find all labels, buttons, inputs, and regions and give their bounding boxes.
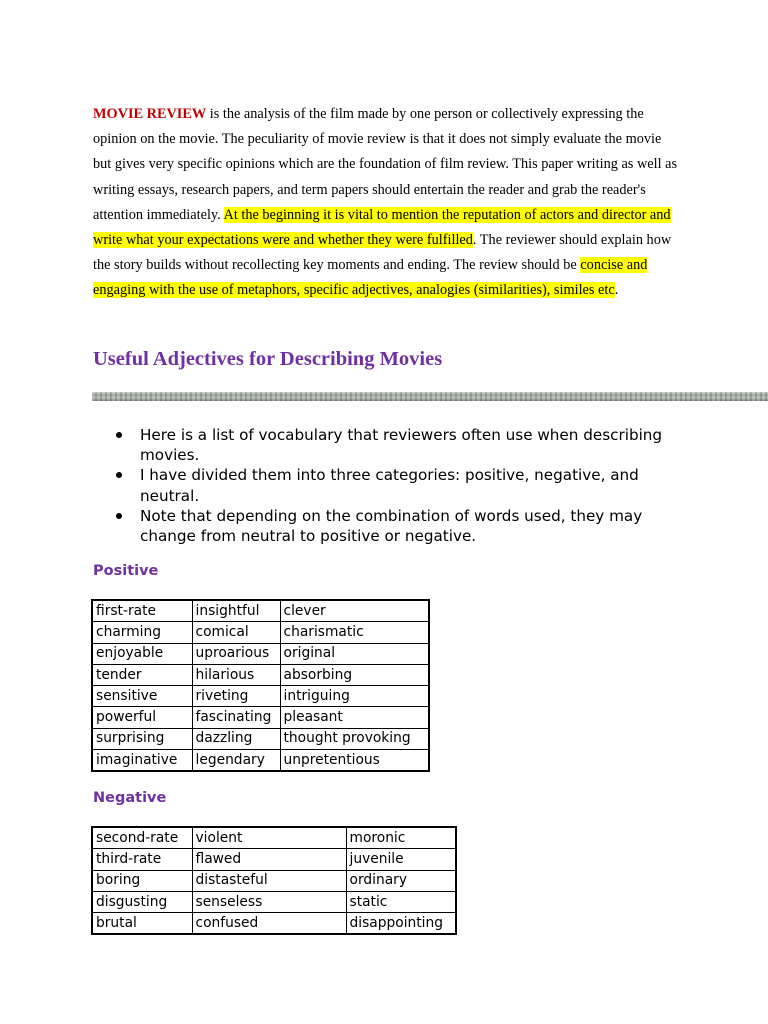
negative-word-cell: distasteful <box>192 870 346 891</box>
positive-word-row <box>92 600 429 622</box>
highlighted-text-1: At the beginning it is vital to mention the reputation of actors and director and write what your expectations were and whether they were fulfilled <box>93 206 671 249</box>
intro-text-2: . The reviewer should explain how the story builds without recollecting key moments and ending. The review should be <box>93 232 672 274</box>
negative-word-cell: senseless <box>192 891 346 912</box>
bullet-list <box>116 425 686 546</box>
positive-word-cell: tender <box>92 664 192 685</box>
positive-word-cell: first-rate <box>92 600 192 622</box>
positive-word-cell: original <box>280 643 429 664</box>
positive-table <box>91 599 430 772</box>
bullet-text: Note that depending on the combination of words used, they may change from neutral to positive or negative. <box>140 506 643 546</box>
positive-word-cell: pleasant <box>280 707 429 728</box>
negative-word-cell: juvenile <box>346 849 456 870</box>
bullet-icon <box>116 432 122 438</box>
bullet-text: Here is a list of vocabulary that reviewers often use when describing movies. <box>140 426 663 465</box>
positive-word-cell: thought provoking <box>280 728 429 749</box>
negative-word-cell: boring <box>92 870 192 891</box>
negative-word-cell: moronic <box>346 827 456 849</box>
section-heading: Useful Adjectives for Describing Movies <box>93 348 443 370</box>
negative-word-cell: violent <box>192 827 346 849</box>
bullet-item <box>116 506 686 546</box>
positive-word-cell: charming <box>92 622 192 643</box>
positive-word-cell: insightful <box>192 600 280 622</box>
negative-word-cell: flawed <box>192 849 346 870</box>
negative-word-cell: ordinary <box>346 870 456 891</box>
positive-word-cell: intriguing <box>280 686 429 707</box>
negative-word-cell: static <box>346 891 456 912</box>
positive-word-cell: sensitive <box>92 686 192 707</box>
positive-word-row <box>92 643 429 664</box>
positive-heading: Positive <box>93 563 159 579</box>
positive-word-cell: surprising <box>92 728 192 749</box>
highlighted-text-2: concise and engaging with the use of metaphors, specific adjectives, analogies (similarities), similes etc <box>93 257 648 299</box>
positive-word-row <box>92 728 429 749</box>
negative-word-row <box>92 913 456 935</box>
negative-word-cell: third-rate <box>92 849 192 870</box>
intro-text-1: is the analysis of the film made by one person or collectively expressing the opinion on the movie. The peculiarity of movie review is that it does not simply evaluate the movie but gives very specific opinions which are the foundation of film review. This paper writing as well as writing essays, research papers, and term papers should entertain the reader and grab the reader's attention immediately. <box>93 106 678 223</box>
positive-word-row <box>92 686 429 707</box>
positive-word-cell: dazzling <box>192 728 280 749</box>
movie-review-term: MOVIE REVIEW <box>93 106 207 122</box>
negative-word-row <box>92 827 456 849</box>
positive-word-row <box>92 707 429 728</box>
bullet-item <box>116 465 686 505</box>
negative-word-row <box>92 870 456 891</box>
positive-word-cell: hilarious <box>192 664 280 685</box>
positive-word-cell: unpretentious <box>280 750 429 772</box>
positive-word-cell: absorbing <box>280 664 429 685</box>
positive-word-cell: enjoyable <box>92 643 192 664</box>
decorative-divider <box>92 392 768 401</box>
negative-word-cell: disgusting <box>92 891 192 912</box>
negative-word-row <box>92 849 456 870</box>
negative-word-cell: second-rate <box>92 827 192 849</box>
bullet-icon <box>116 513 122 519</box>
positive-word-cell: riveting <box>192 686 280 707</box>
bullet-item <box>116 425 686 465</box>
positive-word-cell: imaginative <box>92 750 192 772</box>
positive-word-cell: charismatic <box>280 622 429 643</box>
positive-word-cell: comical <box>192 622 280 643</box>
positive-word-cell: fascinating <box>192 707 280 728</box>
intro-text-3: . <box>614 282 619 299</box>
intro-paragraph <box>93 102 683 304</box>
positive-word-cell: powerful <box>92 707 192 728</box>
negative-word-row <box>92 891 456 912</box>
negative-heading: Negative <box>93 790 167 806</box>
negative-word-cell: brutal <box>92 913 192 935</box>
positive-word-cell: legendary <box>192 750 280 772</box>
positive-word-row <box>92 622 429 643</box>
positive-word-cell: clever <box>280 600 429 622</box>
bullet-text: I have divided them into three categories: positive, negative, and neutral. <box>140 466 639 505</box>
negative-table <box>91 826 457 935</box>
negative-word-cell: disappointing <box>346 913 456 935</box>
positive-word-row <box>92 750 429 772</box>
positive-word-cell: uproarious <box>192 643 280 664</box>
bullet-icon <box>116 472 122 478</box>
positive-word-row <box>92 664 429 685</box>
negative-word-cell: confused <box>192 913 346 935</box>
